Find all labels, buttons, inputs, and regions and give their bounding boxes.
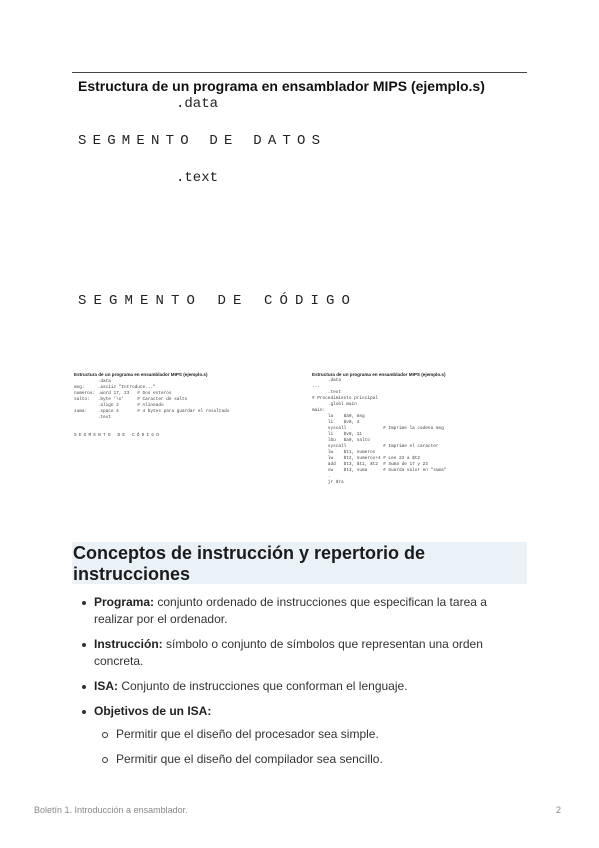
list-item xyxy=(80,594,520,628)
thumb-left-segment: SEGMENTO DE CÓDIGO xyxy=(74,433,162,438)
list-item xyxy=(80,636,520,670)
segment-code-label: SEGMENTO DE CÓDIGO xyxy=(78,293,358,309)
code-line: suma: .space 4 # 4 bytes para guardar el resultado xyxy=(74,409,230,414)
code-line: li $v0, 11 xyxy=(312,432,363,437)
code-line: .text xyxy=(74,415,111,420)
bullet-term: Objetivos de un ISA: xyxy=(94,704,212,718)
bullet-text: Conjunto de instrucciones que conforman el lenguaje. xyxy=(118,679,408,693)
code-line: salto: .byte '\n' # Caracter de salto xyxy=(74,397,188,402)
section-heading: Conceptos de instrucción y repertorio de instrucciones xyxy=(73,543,426,584)
code-line: # Procedimiento principal xyxy=(312,396,378,401)
code-line: la $a0, msg xyxy=(312,414,365,419)
code-line: .data xyxy=(74,379,111,384)
code-line: syscall # Imprime el caracter xyxy=(312,444,439,449)
sub-list-item: Permitir que el diseño del procesador sea simple. xyxy=(94,726,520,743)
directive-data: .data xyxy=(176,96,219,112)
bullet-term: Instrucción: xyxy=(94,637,163,651)
code-line: sw $t3, suma # Guarda valor en "suma" xyxy=(312,468,447,473)
bullet-term: Programa: xyxy=(94,595,155,609)
thumb-right-title: Estructura de un programa en ensamblador MIPS (ejemplo.s) xyxy=(312,372,446,377)
code-line: jr $ra xyxy=(312,480,344,485)
footer-title: Boletín 1. Introducción a ensamblador. xyxy=(34,805,188,815)
code-line: syscall # Imprime la cadena msg xyxy=(312,426,444,431)
top-rule xyxy=(72,72,527,73)
code-line: lw $t1, numeros xyxy=(312,450,376,455)
code-line: ... xyxy=(312,384,320,389)
code-line: li $v0, 4 xyxy=(312,420,360,425)
code-line: .data xyxy=(312,378,341,383)
thumb-right-code xyxy=(312,378,542,486)
thumb-left-code xyxy=(74,379,304,421)
concept-list xyxy=(80,594,520,776)
bullet-term: ISA: xyxy=(94,679,118,693)
code-line: .globl main xyxy=(312,402,357,407)
bullet-text: conjunto ordenado de instrucciones que especifican la tarea a realizar por el ordenador. xyxy=(94,595,487,626)
segment-data-label: SEGMENTO DE DATOS xyxy=(78,133,327,149)
code-line: msg: .asciiz "Introduce..." xyxy=(74,385,156,390)
sub-list xyxy=(94,726,520,768)
directive-text: .text xyxy=(176,170,219,186)
code-line: main: xyxy=(312,408,326,413)
list-item xyxy=(80,678,520,695)
code-line: .text xyxy=(312,390,341,395)
code-line: numeros: .word 17, 23 # Dos enteros xyxy=(74,391,172,396)
slide-thumbnail-right xyxy=(312,372,542,512)
thumb-left-title: Estructura de un programa en ensamblador MIPS (ejemplo.s) xyxy=(74,372,208,377)
code-line: add $t3, $t1, $t2 # Suma de 17 y 23 xyxy=(312,462,428,467)
code-line: .align 2 # Alineado xyxy=(74,403,164,408)
page-number: 2 xyxy=(556,805,562,815)
code-line: lbu $a0, salto xyxy=(312,438,370,443)
slide-title: Estructura de un programa en ensamblador MIPS (ejemplo.s) xyxy=(78,78,485,94)
code-line: lw $t2, numeros+4 # Lee 23 a $t2 xyxy=(312,456,421,461)
bullet-text: símbolo o conjunto de símbolos que representan una orden concreta. xyxy=(94,637,483,668)
slide-thumbnail-left xyxy=(74,372,304,452)
sub-list-item: Permitir que el diseño del compilador sea sencillo. xyxy=(94,751,520,768)
list-item xyxy=(80,703,520,768)
code-line: . xyxy=(312,474,331,479)
